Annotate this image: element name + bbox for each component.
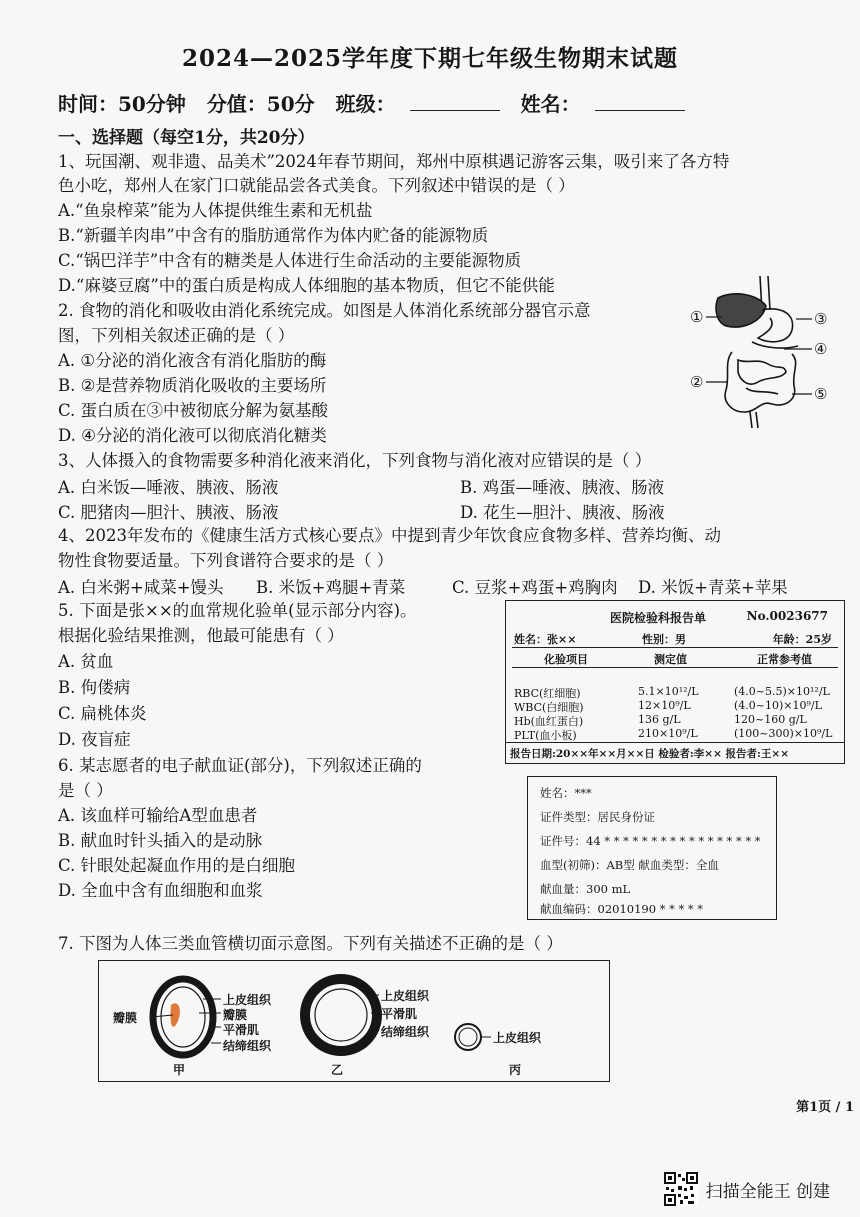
report-age: 年龄：25岁: [772, 633, 832, 646]
q6-option-d: D. 全血中含有血细胞和血浆: [58, 881, 263, 900]
watermark-text: 扫描全能王 创建: [705, 1181, 830, 1202]
report-row-plt: PLT(血小板) 210×10⁹/L (100~300)×10⁹/L: [514, 727, 833, 742]
report-sex: 性别：男: [642, 633, 686, 646]
q3-option-d: D. 花生—胆汁、胰液、肠液: [460, 503, 665, 522]
q1-stem-1: 1、玩国潮、观非遗、品美术”2024年春节期间，郑州中原棋遇记游客云集，吸引来了各方特: [58, 152, 730, 171]
q4-option-a: A. 白米粥+咸菜+馒头: [58, 578, 224, 597]
card-amount: 献血量：300 mL: [540, 882, 631, 896]
q5-stem-1: 5. 下面是张××的血常规化验单(显示部分内容)。: [58, 601, 417, 620]
report-col-ref: 正常参考值: [757, 653, 812, 666]
q7-stem: 7. 下图为人体三类血管横切面示意图。下列有关描述不正确的是（ ）: [58, 934, 563, 953]
q1-option-a: A.“鱼泉榨菜”能为人体提供维生素和无机盐: [58, 201, 373, 220]
report-col-value: 测定值: [654, 653, 687, 666]
yi-label-1: 上皮组织: [381, 989, 430, 1003]
class-blank[interactable]: [410, 92, 500, 111]
class-label: 班级：: [335, 92, 396, 116]
report-number: No.0023677: [746, 609, 828, 623]
q4-option-d: D. 米饭+青菜+苹果: [638, 578, 788, 597]
card-id-number: 证件号：44 * * * * * * * * * * * * * * * * *: [540, 834, 761, 848]
diagram-label-2: ②: [690, 373, 704, 391]
q6-option-b: B. 献血时针头插入的是动脉: [58, 831, 263, 850]
blood-donation-certificate: [527, 776, 777, 920]
jia-label-1: 上皮组织: [223, 993, 272, 1007]
name-blank[interactable]: [595, 92, 685, 111]
q2-stem-2: 图，下列相关叙述正确的是（ ）: [58, 326, 295, 345]
q3-stem: 3、人体摄入的食物需要多种消化液来消化，下列食物与消化液对应错误的是（ ）: [58, 451, 652, 470]
q6-stem-1: 6. 某志愿者的电子献血证(部分)，下列叙述正确的: [58, 756, 422, 775]
vessel-name-jia: 甲: [173, 1063, 186, 1077]
q6-stem-2: 是（ ）: [58, 781, 113, 800]
blood-vessel-diagram: [98, 960, 610, 1082]
q5-option-d: D. 夜盲症: [58, 730, 131, 749]
card-id-type: 证件类型：居民身份证: [540, 810, 655, 824]
score-label: 分值：50分: [206, 92, 315, 116]
q4-stem-2: 物性食物要适量。下列食谱符合要求的是（ ）: [58, 551, 394, 570]
bing-label: 上皮组织: [493, 1031, 542, 1045]
report-footer: 报告日期:20××年××月××日 检验者:李×× 报告者:王××: [510, 748, 790, 760]
digestive-system-diagram: [688, 272, 838, 438]
q4-option-c: C. 豆浆+鸡蛋+鸡胸肉: [452, 578, 618, 597]
jia-left-label: 瓣膜: [113, 1011, 138, 1025]
diagram-label-3: ③: [814, 310, 828, 328]
diagram-label-1: ①: [690, 308, 704, 326]
vessel-name-yi: 乙: [331, 1063, 344, 1077]
q2-option-d: D. ④分泌的消化液可以彻底消化糖类: [58, 426, 327, 445]
q6-option-a: A. 该血样可输给A型血患者: [58, 806, 258, 825]
q1-option-c: C.“锅巴洋芋”中含有的糖类是人体进行生命活动的主要能源物质: [58, 251, 522, 270]
q2-option-c: C. 蛋白质在③中被彻底分解为氨基酸: [58, 401, 329, 420]
q5-stem-2: 根据化验结果推测，他最可能患有（ ）: [58, 626, 344, 645]
q5-option-b: B. 佝偻病: [58, 678, 131, 697]
report-row-rbc: RBC(红细胞) 5.1×10¹²/L (4.0~5.5)×10¹²/L: [514, 685, 830, 700]
report-row-wbc: WBC(白细胞) 12×10⁹/L (4.0~10)×10⁹/L: [514, 699, 822, 714]
q3-option-a: A. 白米饭—唾液、胰液、肠液: [58, 478, 279, 497]
exam-header: [58, 88, 699, 117]
report-name: 姓名：张××: [514, 633, 577, 646]
q5-option-a: A. 贫血: [58, 652, 114, 671]
vessel-name-bing: 丙: [509, 1063, 522, 1077]
yi-label-2: 平滑肌: [381, 1007, 418, 1021]
jia-label-3: 平滑肌: [223, 1023, 260, 1037]
exam-title: 2024—2025学年度下期七年级生物期末试题: [181, 45, 679, 72]
q2-option-b: B. ②是营养物质消化吸收的主要场所: [58, 376, 327, 395]
name-label: 姓名：: [520, 92, 581, 116]
scanner-watermark: [664, 1172, 830, 1206]
blood-test-report: [505, 600, 845, 764]
q4-option-b: B. 米饭+鸡腿+青菜: [256, 578, 406, 597]
q2-option-a: A. ①分泌的消化液含有消化脂肪的酶: [58, 351, 327, 370]
diagram-label-5: ⑤: [814, 385, 828, 403]
card-code: 献血编码：02010190 * * * * *: [540, 902, 704, 916]
report-col-item: 化验项目: [544, 653, 588, 666]
page-number: 第1页 / 1: [796, 1100, 854, 1115]
report-row-hb: Hb(血红蛋白) 136 g/L 120~160 g/L: [514, 713, 807, 728]
qr-code-icon: [664, 1172, 698, 1206]
q1-option-d: D.“麻婆豆腐”中的蛋白质是构成人体细胞的基本物质，但它不能供能: [58, 276, 555, 295]
jia-label-2: 瓣膜: [223, 1008, 248, 1022]
yi-label-3: 结缔组织: [381, 1025, 430, 1039]
q1-option-b: B.“新疆羊肉串”中含有的脂肪通常作为体内贮备的能源物质: [58, 226, 489, 245]
q2-stem-1: 2. 食物的消化和吸收由消化系统完成。如图是人体消化系统部分器官示意: [58, 301, 591, 320]
jia-label-4: 结缔组织: [223, 1039, 272, 1053]
diagram-label-4: ④: [814, 340, 828, 358]
time-label: 时间：50分钟: [58, 92, 186, 116]
q4-stem-1: 4、2023年发布的《健康生活方式核心要点》中提到青少年饮食应食物多样、营养均衡、动: [58, 526, 721, 545]
q6-option-c: C. 针眼处起凝血作用的是白细胞: [58, 856, 296, 875]
q1-stem-2: 色小吃，郑州人在家门口就能品尝各式美食。下列叙述中错误的是（ ）: [58, 176, 575, 195]
section-title: 一、选择题（每空1分，共20分）: [58, 128, 315, 148]
report-title: 医院检验科报告单: [610, 611, 707, 625]
card-name: 姓名：***: [540, 786, 592, 800]
q5-option-c: C. 扁桃体炎: [58, 704, 147, 723]
card-blood-type: 血型(初筛)：AB型 献血类型：全血: [540, 858, 719, 872]
q3-option-b: B. 鸡蛋—唾液、胰液、肠液: [460, 478, 665, 497]
q3-option-c: C. 肥猪肉—胆汁、胰液、肠液: [58, 503, 279, 522]
